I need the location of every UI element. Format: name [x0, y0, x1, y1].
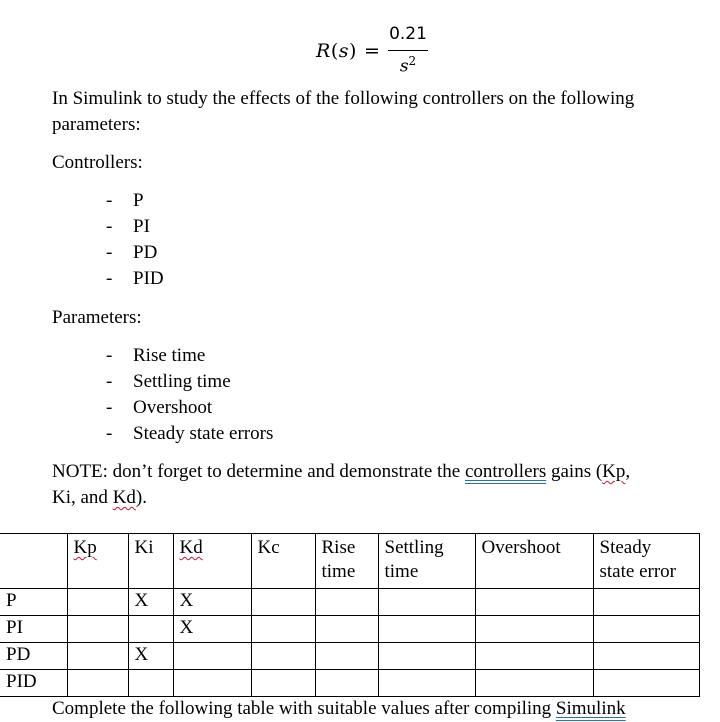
equation-denominator: $s^2$: [399, 54, 417, 77]
cell-rise: [315, 616, 378, 643]
list-item: - PI: [106, 216, 150, 237]
equation-equals: =: [364, 40, 380, 62]
cell-kp: [67, 616, 128, 643]
cell-steady: [593, 589, 699, 616]
parameters-list: [106, 343, 273, 447]
cell-overshoot: [475, 589, 593, 616]
table-row: [0, 670, 699, 697]
cell-kp: [67, 643, 128, 670]
cell-kd: [173, 670, 251, 697]
cell-kc: [251, 670, 315, 697]
row-label: PD: [0, 643, 67, 670]
cell-kd: X: [173, 616, 251, 643]
list-item: - PID: [106, 268, 164, 289]
controllers-list: [106, 188, 164, 292]
cell-steady: [593, 670, 699, 697]
cell-settling: [378, 643, 475, 670]
list-item: - PD: [106, 242, 158, 263]
cell-ki: [128, 616, 173, 643]
controllers-word: controllers: [464, 461, 547, 482]
note-line-2: Ki, and Kd).: [52, 487, 147, 508]
cell-overshoot: [475, 643, 593, 670]
intro-line-2: parameters:: [52, 114, 141, 135]
list-item: - P: [106, 190, 144, 211]
header-settling-time: Settling time: [378, 534, 475, 589]
cell-kc: [251, 616, 315, 643]
equation-lhs: R(s): [316, 40, 357, 62]
cell-rise: [315, 643, 378, 670]
kp-word: Kp: [602, 461, 626, 482]
list-item: - Steady state errors: [106, 423, 274, 444]
cell-steady: [593, 643, 699, 670]
equation-numerator: 0.21: [389, 24, 427, 44]
list-item: - Rise time: [106, 345, 206, 366]
header-ki: Ki: [128, 534, 173, 589]
footer-instruction: Complete the following table with suitable values after compiling Simulink: [52, 698, 626, 719]
table-row: [0, 643, 699, 670]
cell-overshoot: [475, 670, 593, 697]
note-line-1: NOTE: don’t forget to determine and demonstrate the controllers gains (Kp,: [52, 461, 631, 482]
cell-rise: [315, 670, 378, 697]
controller-table: [0, 533, 700, 697]
parameters-heading: Parameters:: [52, 307, 142, 328]
cell-ki: X: [128, 643, 173, 670]
transfer-function-equation: [316, 22, 436, 78]
header-kc: Kc: [251, 534, 315, 589]
cell-steady: [593, 616, 699, 643]
controllers-heading: Controllers:: [52, 152, 143, 173]
row-label: PID: [0, 670, 67, 697]
cell-ki: X: [128, 589, 173, 616]
row-label: P: [0, 589, 67, 616]
cell-kc: [251, 643, 315, 670]
kd-word: Kd: [112, 487, 136, 508]
list-item: - Settling time: [106, 371, 231, 392]
cell-settling: [378, 616, 475, 643]
fraction-bar: [388, 50, 428, 51]
header-kp: Kp: [67, 534, 128, 589]
header-rise-time: Rise time: [315, 534, 378, 589]
cell-settling: [378, 589, 475, 616]
table-header-row: [0, 534, 699, 589]
header-cell-empty: [0, 534, 67, 589]
cell-kp: [67, 670, 128, 697]
row-label: PI: [0, 616, 67, 643]
intro-line-1: In Simulink to study the effects of the following controllers on the following: [52, 88, 635, 109]
cell-kc: [251, 589, 315, 616]
header-overshoot: Overshoot: [475, 534, 593, 589]
cell-rise: [315, 589, 378, 616]
simulink-word: Simulink: [555, 698, 626, 719]
cell-kd: X: [173, 589, 251, 616]
header-steady-state-error: Steady state error: [593, 534, 699, 589]
cell-ki: [128, 670, 173, 697]
list-item: - Overshoot: [106, 397, 213, 418]
table-row: [0, 589, 699, 616]
cell-kd: [173, 643, 251, 670]
cell-overshoot: [475, 616, 593, 643]
table-row: [0, 616, 699, 643]
cell-settling: [378, 670, 475, 697]
cell-kp: [67, 589, 128, 616]
header-kd: Kd: [173, 534, 251, 589]
